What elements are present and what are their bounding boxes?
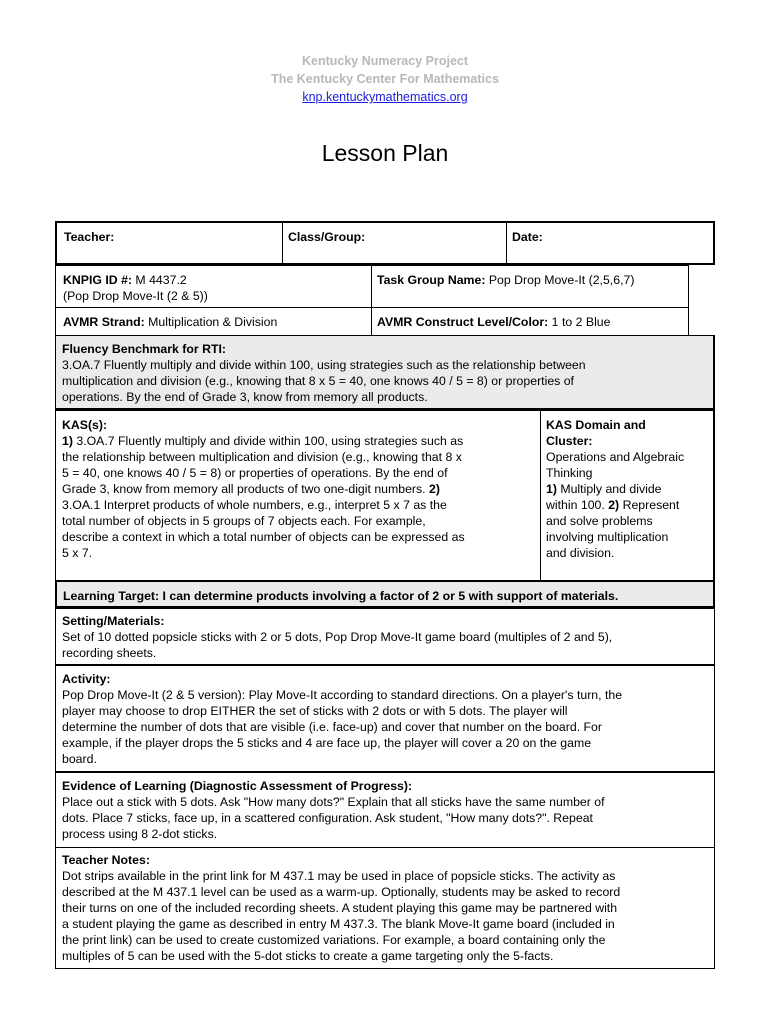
kas-domain-label: KAS Domain and — [546, 418, 646, 432]
kas-domain-text: involving multiplication — [546, 530, 669, 544]
kas-text-line: 3.OA.1 Interpret products of whole numbers, e.g., interpret 5 x 7 as the — [62, 498, 447, 512]
kas-domain-text: Thinking — [546, 466, 593, 480]
notes-text-line: a student playing the game as described in entry M 437.3. The blank Move-It game board (included in — [62, 917, 615, 931]
kas-standards-section — [55, 409, 541, 581]
kas-text-line: the relationship between multiplication and division (e.g., knowing that 8 x — [62, 450, 462, 464]
activity-text-line: example, if the player drops the 5 sticks and 4 are face up, the player will cover a 20 on the game — [62, 736, 592, 750]
setting-text-line: Set of 10 dotted popsicle sticks with 2 or 5 dots, Pop Drop Move-It game board (multiples of 2 and 5), — [62, 630, 613, 644]
setting-materials-section — [55, 608, 715, 665]
knpig-label: KNPIG ID #: — [63, 273, 133, 287]
header-project-name: Kentucky Numeracy Project — [301, 54, 469, 68]
evidence-text-line: process using 8 2-dot sticks. — [62, 827, 218, 841]
teacher-label: Teacher: — [64, 230, 115, 244]
avmr-construct-cell — [371, 307, 689, 336]
kas-domain-text: and solve problems — [546, 514, 653, 528]
avmr-strand-value: Multiplication & Division — [144, 315, 278, 329]
knpig-value: M 4437.2 — [132, 273, 187, 287]
page-title: Lesson Plan — [321, 140, 449, 166]
activity-text-line: board. — [62, 752, 97, 766]
activity-label: Activity: — [62, 672, 111, 686]
avmr-strand-label: AVMR Strand: — [63, 315, 145, 329]
notes-text-line: the print link) can be used to create customized variations. For example, a board containing only the — [62, 933, 606, 947]
kas-domain-number-2: 2) — [608, 498, 620, 512]
task-group-value: Pop Drop Move-It (2,5,6,7) — [485, 273, 635, 287]
learning-target: Learning Target: I can determine products involving a factor of 2 or 5 with support of materials. — [55, 580, 715, 608]
notes-text-line: multiples of 5 can be used with the 5-dot sticks to create a game targeting only the 5-facts. — [62, 949, 554, 963]
setting-label: Setting/Materials: — [62, 614, 165, 628]
kas-text-line: 3.OA.7 Fluently multiply and divide within 100, using strategies such as — [72, 434, 464, 448]
teacher-field[interactable] — [55, 221, 283, 265]
notes-text-line: their turns on one of the included recording sheets. A student playing this game may be partnered with — [62, 901, 618, 915]
kas-domain-text: Represent — [619, 498, 680, 512]
kas-domain-label: Cluster: — [546, 434, 593, 448]
kas-domain-text: and division. — [546, 546, 615, 560]
activity-text-line: determine the number of dots that are visible (i.e. face-up) and cover that number on the board. For — [62, 720, 602, 734]
avmr-strand-cell — [55, 307, 372, 336]
kas-number-2: 2) — [429, 482, 440, 496]
notes-text-line: described at the M 437.1 level can be used as a warm-up. Optionally, students may be asked to record — [62, 885, 621, 899]
fluency-text-line: operations. By the end of Grade 3, know from memory all products. — [62, 390, 428, 404]
notes-text-line: Dot strips available in the print link for M 437.1 may be used in place of popsicle sticks. The activity as — [62, 869, 616, 883]
fluency-label: Fluency Benchmark for RTI: — [62, 342, 226, 356]
avmr-construct-label: AVMR Construct Level/Color: — [377, 315, 549, 329]
task-group-label: Task Group Name: — [377, 273, 486, 287]
fluency-text-line: multiplication and division (e.g., knowing that 8 x 5 = 40, one knows 40 / 5 = 8) or properties of — [62, 374, 574, 388]
header-center-name: The Kentucky Center For Mathematics — [271, 72, 499, 86]
kas-domain-section — [540, 409, 715, 581]
evidence-of-learning-section — [55, 772, 715, 848]
kas-domain-text: Multiply and divide — [556, 482, 662, 496]
task-group-cell — [371, 265, 689, 308]
kas-label: KAS(s): — [62, 418, 108, 432]
teacher-notes-section — [55, 847, 715, 969]
knpig-id-cell — [55, 265, 372, 308]
kas-domain-text: Operations and Algebraic — [546, 450, 685, 464]
kas-text-line: 5 = 40, one knows 40 / 5 = 8) or properties of operations. By the end of — [62, 466, 448, 480]
evidence-text-line: dots. Place 7 sticks, face up, in a scattered configuration. Ask student, "How many dots?". Repeat — [62, 811, 593, 825]
evidence-text-line: Place out a stick with 5 dots. Ask "How many dots?" Explain that all sticks have the same number of — [62, 795, 605, 809]
kas-domain-number-1: 1) — [546, 482, 557, 496]
class-group-field[interactable] — [282, 221, 507, 265]
activity-text-line: Pop Drop Move-It (2 & 5 version): Play Move-It according to standard directions. On a player's turn, the — [62, 688, 623, 702]
kas-text-line: Grade 3, know from memory all products of two one-digit numbers. — [62, 482, 430, 496]
evidence-label: Evidence of Learning (Diagnostic Assessment of Progress): — [62, 779, 413, 793]
knpig-subtitle: (Pop Drop Move-It (2 & 5)) — [63, 289, 208, 303]
activity-text-line: player may choose to drop EITHER the set of sticks with 2 dots or with 5 dots. The player will — [62, 704, 568, 718]
kas-text-line: 5 x 7. — [62, 546, 93, 560]
activity-section — [55, 665, 715, 772]
class-group-label: Class/Group: — [288, 230, 366, 244]
fluency-benchmark-section — [55, 335, 715, 409]
kas-domain-text: within 100. — [546, 498, 609, 512]
fluency-text-line: 3.OA.7 Fluently multiply and divide within 100, using strategies such as the relationship between — [62, 358, 586, 372]
date-field[interactable] — [506, 221, 715, 265]
website-link[interactable]: knp.kentuckymathematics.org — [302, 90, 468, 104]
notes-label: Teacher Notes: — [62, 853, 150, 867]
kas-text-line: describe a context in which a total number of objects can be expressed as — [62, 530, 465, 544]
setting-text-line: recording sheets. — [62, 646, 157, 660]
avmr-construct-value: 1 to 2 Blue — [548, 315, 611, 329]
kas-text-line: total number of objects in 5 groups of 7 objects each. For example, — [62, 514, 426, 528]
kas-number-1: 1) — [62, 434, 73, 448]
header-link-wrap — [0, 90, 770, 104]
date-label: Date: — [512, 230, 543, 244]
